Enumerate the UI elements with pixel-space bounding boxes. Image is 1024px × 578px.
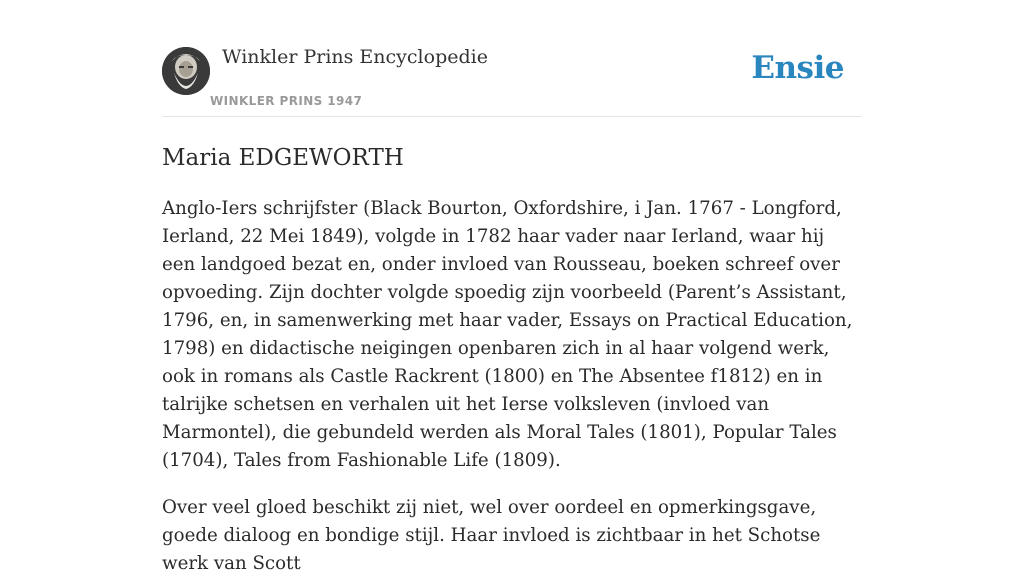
entry-paragraph: Anglo-Iers schrijfster (Black Bourton, Oxfordshire, i Jan. 1767 - Longford, Ierland, 22 Mei 1849), volgde in 1782 haar vader naar Ierland, waar hij een landgoed bezat en, onder invloed van Rousseau, boeken schreef over opvoeding. Zijn dochter volgde spoedig zijn voorbeeld (Parent’s Assistant, 1796, en, in samenwerking met haar vader, Essays on Practical Education, 1798) en didactische neigingen openbaren zich in al haar volgend werk, ook in romans als Castle Rackrent (1800) en The Absentee f1812) en in talrijke schetsen en verhalen uit het Ierse volksleven (invloed van Marmontel), die gebundeld werden als Moral Tales (1801), Popular Tales (1704), Tales from Fashionable Life (1809).	[162, 198, 853, 471]
bearded-man-portrait-icon	[162, 47, 210, 95]
entry-body	[162, 195, 862, 578]
source-title[interactable]: Winkler Prins Encyclopedie	[222, 46, 488, 68]
entry-title: Maria EDGEWORTH	[162, 145, 404, 171]
brand-logo[interactable]: Ensie	[751, 50, 844, 86]
source-subtitle[interactable]: WINKLER PRINS 1947	[210, 94, 363, 108]
page	[162, 0, 862, 578]
entry-paragraph: Over veel gloed beschikt zij niet, wel over oordeel en opmerkingsgave, goede dialoog en bondige stijl. Haar invloed is zichtbaar in het Schotse werk van Scott	[162, 497, 821, 574]
avatar[interactable]	[162, 47, 210, 95]
header	[162, 0, 862, 117]
